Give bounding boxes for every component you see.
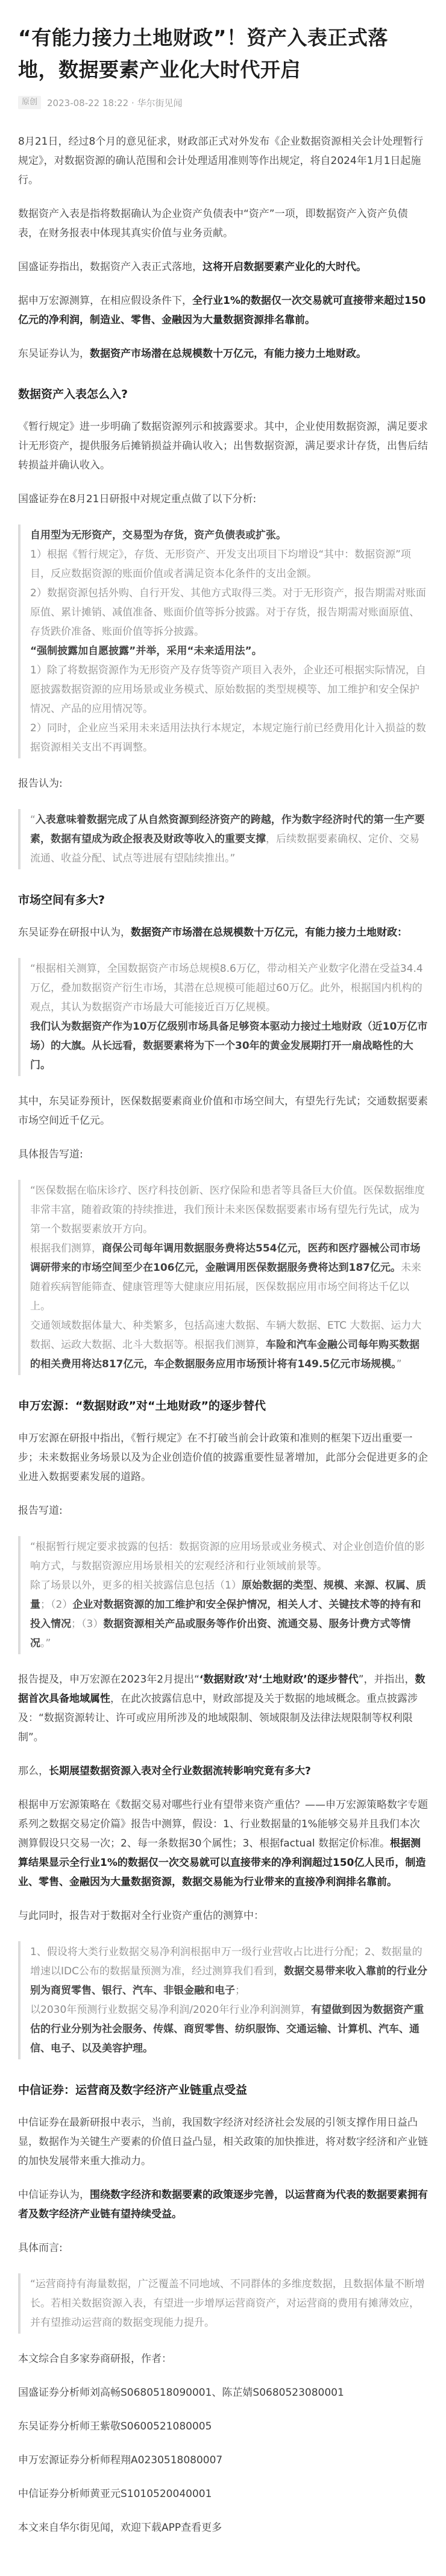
quote-paragraph (30, 526, 428, 545)
quote-paragraph (30, 1942, 428, 2000)
paragraph (18, 2349, 428, 2369)
blockquote (18, 1941, 428, 2059)
paragraph (18, 204, 428, 243)
text-run: 1）除了将数据资源作为无形资产及存货等资产项目入表外，企业还可根据实际情况，自愿披露数据资源的应用场景或业务模式、原始数据的类型规模等、加工维护和安全保护情况、产品的应用情况等。 (30, 664, 426, 716)
blockquote (18, 2273, 428, 2334)
quote-paragraph (30, 584, 428, 641)
paragraph (18, 774, 428, 793)
text-run: 申万宏源在研报中指出，《暂行规定》在不打破当前会计政策和准则的框架下迈出重要一步；未来数据业务场景以及为企业创造价值的披露重要性显著增加，此部分会促进更多的企业进入数据要素发展的道路。 (18, 1432, 428, 1484)
text-run: 申万宏源证券分析师程翔A0230518080007 (18, 2454, 223, 2467)
text-run: 《暂行规定》进一步明确了数据资源列示和披露要求。其中，企业使用数据资源，满足要求计无形资产，提供服务后摊销损益并确认收入；出售数据资源，满足要求计存货，出售后结转损益并确认收入。 (18, 421, 428, 472)
text-run: “运营商持有海量数据，广泛覆盖不同地域、不同群体的多维度数据，且数据体量不断增长。若相关数据资源入表，有望进一步增厚运营商资产，对运营商的费用有摊薄效应，并有望推动运营商的数据变现能力提升。 (30, 2278, 425, 2329)
text-run: 8月21日，经过8个月的意见征求，财政部正式对外发布《企业数据资源相关会计处理暂行规定》，对数据资源的确认范围和会计处理适用准则等作出规定，将自2024年1月1日起施行。 (18, 136, 424, 187)
bold-text: 数据资产市场潜在总规模数十万亿元，有能力接力土地财政： (131, 927, 407, 939)
paragraph (18, 923, 428, 942)
quote-paragraph (30, 959, 428, 1017)
text-run: 那么， (18, 1765, 49, 1778)
text-run: 东吴证券在研报中认为， (18, 927, 131, 939)
text-run: 其中，东吴证券预计，医保数据要素商业价值和市场空间大，有望先行先试；交通数据要素市场空间近千亿元。 (18, 1095, 428, 1127)
paragraph (18, 2484, 428, 2504)
text-run: 交通领域数据体量大、种类繁多，包括高速大数据、车辆大数据、ETC 大数据、运力大数据、运政大数据、北斗大数据等。根据我们测算， (30, 1320, 422, 1352)
paragraph (18, 2185, 428, 2224)
text-run: 根据我们测算， (30, 1242, 102, 1255)
paragraph (18, 344, 428, 364)
text-run: 据申万宏源测算，在相应假设条件下， (18, 295, 192, 307)
text-run: ” (396, 1358, 402, 1371)
text-run: 根据申万宏源策略在《数据交易对哪些行业有望带来资产重估？——申万宏源策略数字专题系列之数据交易定价篇》报告中测算，假设：1、行业数据量的1%能够交易并且我们本次测算假设只交易一次；2、每一条数据30个属性；3、根据factual 数据定价标准。 (18, 1799, 428, 1850)
bold-text: 数据首次具备地域属性 (18, 1674, 426, 1705)
bold-text: 围绕数字经济和数据要素的政策逐步完善，以运营商为代表的数据要素拥有者及数字经济产业链有望持续受益。 (18, 2189, 428, 2221)
text-run: ；（2） (40, 1599, 73, 1611)
section-heading: 申万宏源：“数据财政”对“土地财政”的逐步替代 (18, 1399, 266, 1413)
paragraph (18, 257, 428, 277)
quote-paragraph (30, 1316, 428, 1374)
meta-row (18, 96, 428, 109)
text-run: 1）根据《暂行规定》，存货、无形资产、开发支出项目下均增设“其中：数据资源”项目，反应数据资源的账面价值或者满足资本化条件的支出金额。 (30, 549, 411, 581)
text-run: 。” (40, 1637, 51, 1650)
text-run: ； (235, 1985, 245, 1997)
text-run: ，后续数据要素确权、定价、交易流通、收益分配、试点等进展有望陆续推出。” (30, 833, 419, 865)
quote-paragraph (30, 1181, 428, 1239)
quote-paragraph (30, 641, 428, 661)
article-body (18, 132, 428, 2537)
text-run: 中信证券分析师黄亚元S1010520040001 (18, 2488, 212, 2501)
section-heading: 中信证券：运营商及数字经济产业链重点受益 (18, 2083, 248, 2097)
paragraph (18, 2518, 428, 2537)
text-run: 除了场景以外，更多的相关披露信息包括（1） (30, 1579, 242, 1592)
text-run: “根据相关测算，全国数据资产市场总规模8.6万亿，带动相关产业数字化潜在受益34.4万亿，叠加数据资产衍生市场，其潜在总规模可能超过60万亿。此外，根据国内机构的观点，其认为数据资产市场最大可能接近百万亿规模。 (30, 963, 423, 1014)
text-run: 本文综合自多家券商研报，作者： (18, 2353, 172, 2366)
text-run: 报告认为: (18, 778, 63, 790)
paragraph (18, 2238, 428, 2258)
blockquote (18, 1180, 428, 1375)
text-run: 2）同时，企业应当采用未来适用法执行本规定，本规定施行前已经费用化计入损益的数据资源相关支出不再调整。 (30, 722, 426, 754)
quote-paragraph (30, 1239, 428, 1316)
text-run: 以2030年预测行业数据交易净利润/2020年行业净利润测算， (30, 2004, 312, 2017)
blockquote (18, 958, 428, 1076)
quote-paragraph (30, 545, 428, 584)
text-run: ”，并指出， (358, 1674, 415, 1686)
paragraph (18, 2417, 428, 2436)
text-run: 中信证券在最新研报中表示，当前，我国数字经济对经济社会发展的引领支撑作用日益凸显，数据作为关键生产要素的价值日益凸显，相关政策的加快推进，将对数字经济和产业链的加快发展带来重大推动力。 (18, 2117, 428, 2168)
bold-text: 长期展望数据资源入表对全行业数据流转影响究竟有多大? (49, 1765, 311, 1778)
page-title: “有能力接力土地财政”！资产入表正式落地，数据要素产业化大时代开启 (18, 26, 388, 82)
original-badge: 原创 (18, 96, 41, 109)
text-run: 东吴证券分析师王紫敬S0600521080005 (18, 2420, 212, 2433)
bold-text: 我们认为数据资产作为10万亿级别市场具备足够资本驱动力接过土地财政（近10万亿市场）的大旗。从长远看，数据要素将为下一个30年的黄金发展期打开一扇战略性的大门。 (30, 1021, 428, 1072)
section-heading: 数据资产入表怎么入? (18, 388, 128, 402)
paragraph (18, 1906, 428, 1926)
paragraph (18, 1670, 428, 1747)
paragraph (18, 1145, 428, 1164)
bold-text: ‘数据财政’对‘土地财政’的逐步替代 (199, 1674, 359, 1686)
paragraph (18, 417, 428, 475)
bold-text: 商保公司每年调用数据服务费将达554亿元，医药和医疗器械公司市场调研带来的市场空间至少在106亿元，金融调用医保数据服务费将达到187亿元。 (30, 1242, 421, 1274)
text-run: 与此同时，报告对于数据对全行业资产重估的测算中： (18, 1910, 264, 1923)
paragraph (18, 2383, 428, 2402)
bold-text: 企业对数据资源的加工维护和安全保护情况，相关人才、关键技术等的持有和投入情况 (30, 1599, 421, 1631)
bold-text: 原始数据的类型、规模、来源、权属、质量 (30, 1579, 426, 1611)
quote-paragraph (30, 1537, 428, 1576)
quote-paragraph (30, 2000, 428, 2058)
quote-paragraph (30, 1576, 428, 1653)
blockquote (18, 524, 428, 758)
text-run: 本文来自华尔街见闻，欢迎下载APP查看更多 (18, 2522, 222, 2534)
text-run: 国盛证券分析师刘高畅S0680518090001、陈芷婧S0680523080001 (18, 2387, 344, 2399)
paragraph (18, 132, 428, 190)
text-run: 国盛证券指出，数据资产入表正式落地， (18, 261, 203, 274)
paragraph (18, 291, 428, 330)
bold-text: 有望做到因为数据资产重估的行业分别为社会服务、传媒、商贸零售、纺织服饰、交通运输、计算机、汽车、通信、电子、以及美容护理。 (30, 2004, 424, 2055)
section-heading: 市场空间有多大? (18, 893, 105, 907)
text-run: 1、假设将大类行业数据交易净利润根据申万一级行业营收占比进行分配；2、数据量的增速以IDC公布的数据量预测为准，经过测算我们看到， (30, 1946, 422, 1978)
bold-text: 全行业1%的数据仅一次交易就可直接带来超过150亿元的净利润，制造业、零售、金融因为大量数据资源排名靠前。 (18, 295, 426, 327)
text-run: 东吴证券认为， (18, 348, 90, 361)
quote-paragraph (30, 719, 428, 757)
blockquote (18, 809, 428, 869)
text-run: 具体而言: (18, 2242, 63, 2255)
text-run: 国盛证券在8月21日研报中对规定重点做了以下分析: (18, 493, 257, 506)
paragraph (18, 1429, 428, 1487)
paragraph (18, 2113, 428, 2171)
bold-text: 自用型为无形资产，交易型为存货，资产负债表或扩张。 (30, 529, 286, 542)
text-run: 具体报告写道: (18, 1148, 83, 1161)
text-run: “根据暂行规定要求披露的包括：数据资源的应用场景或业务模式、对企业创造价值的影响方式，与数据资源应用场景相关的宏观经济和行业领域前景等。 (30, 1541, 425, 1573)
blockquote (18, 1536, 428, 1654)
quote-paragraph (30, 810, 428, 868)
text-run: 2）数据资源包括外购、自行开发、其他方式取得三类。对于无形资产，报告期需对账面原值、累计摊销、减值准备、账面价值等拆分披露。对于存货，报告期需对账面原值、存货跌价准备、账面价值等拆分披露。 (30, 587, 426, 638)
publish-meta: 2023-08-22 18:22 · 华尔街见闻 (47, 97, 183, 109)
paragraph (18, 1795, 428, 1892)
text-run: 报告提及，申万宏源在2023年2月提出“ (18, 1674, 199, 1686)
quote-paragraph (30, 661, 428, 719)
bold-text: 数据交易带来收入靠前的行业分别为商贸零售、银行、汽车、非银金融和电子 (30, 1965, 427, 1997)
bold-text: 根据测算结果显示全行业1%的数据仅一次交易就可以直接带来的净利润超过150亿人民币，制造业、零售、金融因为大量数据资源，数据交易能为行业带来的直接净利润排名靠前。 (18, 1838, 426, 1889)
paragraph (18, 2451, 428, 2470)
text-run: 中信证券认为， (18, 2189, 90, 2202)
paragraph (18, 1762, 428, 1781)
quote-paragraph (30, 1017, 428, 1075)
bold-text: 数据资产市场潜在总规模数十万亿元，有能力接力土地财政。 (90, 348, 366, 361)
paragraph (18, 1501, 428, 1520)
bold-text: 数据资源相关产品或服务等作价出资、流通交易、服务计费方式等情况 (30, 1618, 411, 1650)
text-run: ；（3） (71, 1618, 104, 1631)
bold-text: “强制披露加自愿披露”并举，采用“未来适用法”。 (30, 645, 262, 658)
text-run: “医保数据在临床诊疗、医疗科技创新、医疗保险和患者等具备巨大价值。医保数据维度非常丰富，随着政策的持续推进，我们预计未来医保数据要素市场有望先行先试，成为第一个数据要素放开方向。 (30, 1185, 425, 1236)
text-run: ，在此次披露信息中，财政部提及关于数据的地域概念。重点披露涉及：“数据资源转让、许可或应用所涉及的地域限制、领域限制及法律法规限制等权利限制”。 (18, 1693, 418, 1744)
text-run: “ (30, 814, 36, 827)
text-run: 未来随着疾病智能筛查、健康管理等大健康应用拓展，医保数据应用市场空间将达千亿以上。 (30, 1262, 421, 1313)
bold-text: 车险和汽车金融公司每年购买数据的相关费用将达817亿元，车企数据服务应用市场预计将有149.5亿元市场规模。 (30, 1339, 419, 1371)
bold-text: 入表意味着数据完成了从自然资源到经济资产的跨越，作为数字经济时代的第一生产要素，数据有望成为政企报表及财政等收入的重要支撑 (30, 814, 425, 846)
bold-text: 这将开启数据要素产业化的大时代。 (203, 261, 366, 274)
paragraph (18, 1092, 428, 1130)
quote-paragraph (30, 2275, 428, 2332)
text-run: 报告写道: (18, 1505, 63, 1517)
text-run: 数据资产入表是指将数据确认为企业资产负债表中“资产”一项，即数据资产入资产负债表，在财务报表中体现其真实价值与业务贡献。 (18, 208, 408, 240)
paragraph (18, 490, 428, 509)
